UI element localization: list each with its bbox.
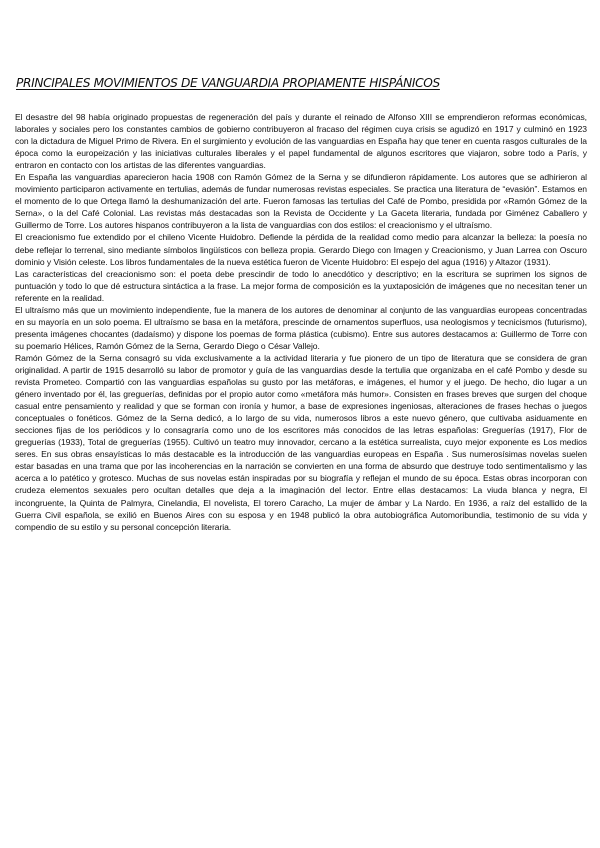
paragraph-vanguardias-espana: En España las vanguardias aparecieron hacia 1908 con Ramón Gómez de la Serna y se difundieron rápidamente. Los autores que se adhirieron al movimiento participaron activamente en tertulias, además de fundar numerosas revistas especiales. Se practica una literatura de “evasión”. Estamos en el momento de lo que Ortega llamó la deshumanización del arte. Fueron famosas las tertulias del Café de Pombo, presidida por «Ramón Gómez de la Serna», o la del Café Colonial. Las revistas más destacadas son la Revista de Occidente y La Gaceta literaria, fundada por Giménez Caballero y Guillermo de Torre. Los autores hispanos contribuyeron a la lista de vanguardias con dos estilos: el creacionismo y el ultraísmo. bbox=[15, 172, 587, 231]
document-title: PRINCIPALES MOVIMIENTOS DE VANGUARDIA PROPIAMENTE HISPÁNICOS bbox=[16, 76, 440, 90]
paragraph-gomez-de-la-serna: Ramón Gómez de la Serna consagró su vida exclusivamente a la actividad literaria y fue pionero de un tipo de literatura que se considera de gran originalidad. A partir de 1915 desarrolló su labor de promotor y guía de las vanguardias desde la tertulia que organizaba en el café Pombo y desde su revista Prometeo. Compartió con las vanguardias españolas su gusto por las metáforas, e imágenes, el humor y el juego. De hecho, dio lugar a un género inventado por él, las greguerías, definidas por el propio autor como «metáfora más humor». Consisten en frases breves que surgen del choque casual entre pensamiento y realidad y que se forman con ironía y humor, a base de expresiones ingeniosas, alteraciones de frases hechas o juegos conceptuales o fonéticos. Gómez de la Serna dedicó, a lo largo de su vida, numerosos libros a este nuevo género, que cultivaba asiduamente en secciones fijas de los periódicos y lo consagraría como uno de los escritores más conocidos de las letras españolas: Greguerías (1917), Flor de greguerías (1933), Total de greguerías (1955). Cultivó un teatro muy innovador, cercano a la estética surrealista, cuyo mejor exponente es Los medios seres. En sus obras ensayísticas lo más destacable es la introducción de las vanguardias europeas en España . Sus numerosísimas novelas suelen estar basadas en una trama que por las incoherencias en la narración se convierten en una forma de absurdo que destruye todo sentimentalismo y las acerca a lo patético y grotesco. Muchas de sus novelas están inspiradas por su biografía y reflejan el mundo de su época. Estas obras incorporan con crudeza elementos sexuales pero ocultan detalles que deja a la imaginación del lector. Entre ellas destacamos: La viuda blanca y negra, El incongruente, la Quinta de Palmyra, Cinelandia, El novelista, El torero Caracho, La mujer de ámbar y La Nardo. En 1936, a raíz del estallido de la Guerra Civil española, se exilió en Buenos Aires con su esposa y en 1948 publicó la obra autobiográfica Automoribundia, testimonio de su vida y compendio de su estilo y su personal concepción literaria. bbox=[15, 352, 587, 532]
paragraph-creacionismo: El creacionismo fue extendido por el chileno Vicente Huidobro. Defiende la pérdida de la realidad como medio para alcanzar la belleza: la poesía no debe reflejar lo terrenal, sino mediante símbolos lingüísticos con belleza propia. Gerardo Diego con Imagen y Creacionismo, y Juan Larrea con Oscuro dominio y Visión celeste. Los libros fundamentales de la nueva estética fueron de Vicente Huidobro: El espejo del agua (1916) y Altazor (1931). bbox=[15, 232, 587, 267]
document-body bbox=[15, 111, 587, 533]
paragraph-context: El desastre del 98 había originado propuestas de regeneración del país y durante el reinado de Alfonso XIII se emprendieron reformas económicas, laborales y sociales pero los constantes cambios de gobierno contribuyeron al fracaso del régimen cuya crisis se agudizó en 1917 y culminó en 1923 con la dictadura de Miguel Primo de Rivera. En el surgimiento y evolución de las vanguardias en España hay que tener en cuenta rasgos culturales de la época como la europeización y las iniciativas culturales liberales y el papel fundamental de algunos escritores que viajaron, sobre todo a París, y entraron en contacto con los artistas de las diferentes vanguardias. bbox=[15, 112, 587, 171]
paragraph-caracteristicas-creacionismo: Las características del creacionismo son: el poeta debe prescindir de todo lo anecdótico y descriptivo; en la escritura se suprimen los signos de puntuación y todo lo que dé estructura sintáctica a la frase. La mejor forma de composición es la yuxtaposición de imágenes que no necesitan tener un referente en la realidad. bbox=[15, 268, 587, 303]
paragraph-ultraismo: El ultraísmo más que un movimiento independiente, fue la manera de los autores de denominar al conjunto de las vanguardias europeas concentradas en su mayoría en un solo poema. El ultraísmo se basa en la metáfora, prescinde de ornamentos superfluos, usa neologismos y tecnicismos (futurismo), presenta imágenes chocantes (dadaísmo) y dispone los poemas de forma plástica (cubismo). Entre sus autores destacamos a: Guillermo de Torre con su poemario Hélices, Ramón Gómez de la Serna, Gerardo Diego o César Vallejo. bbox=[15, 304, 587, 351]
